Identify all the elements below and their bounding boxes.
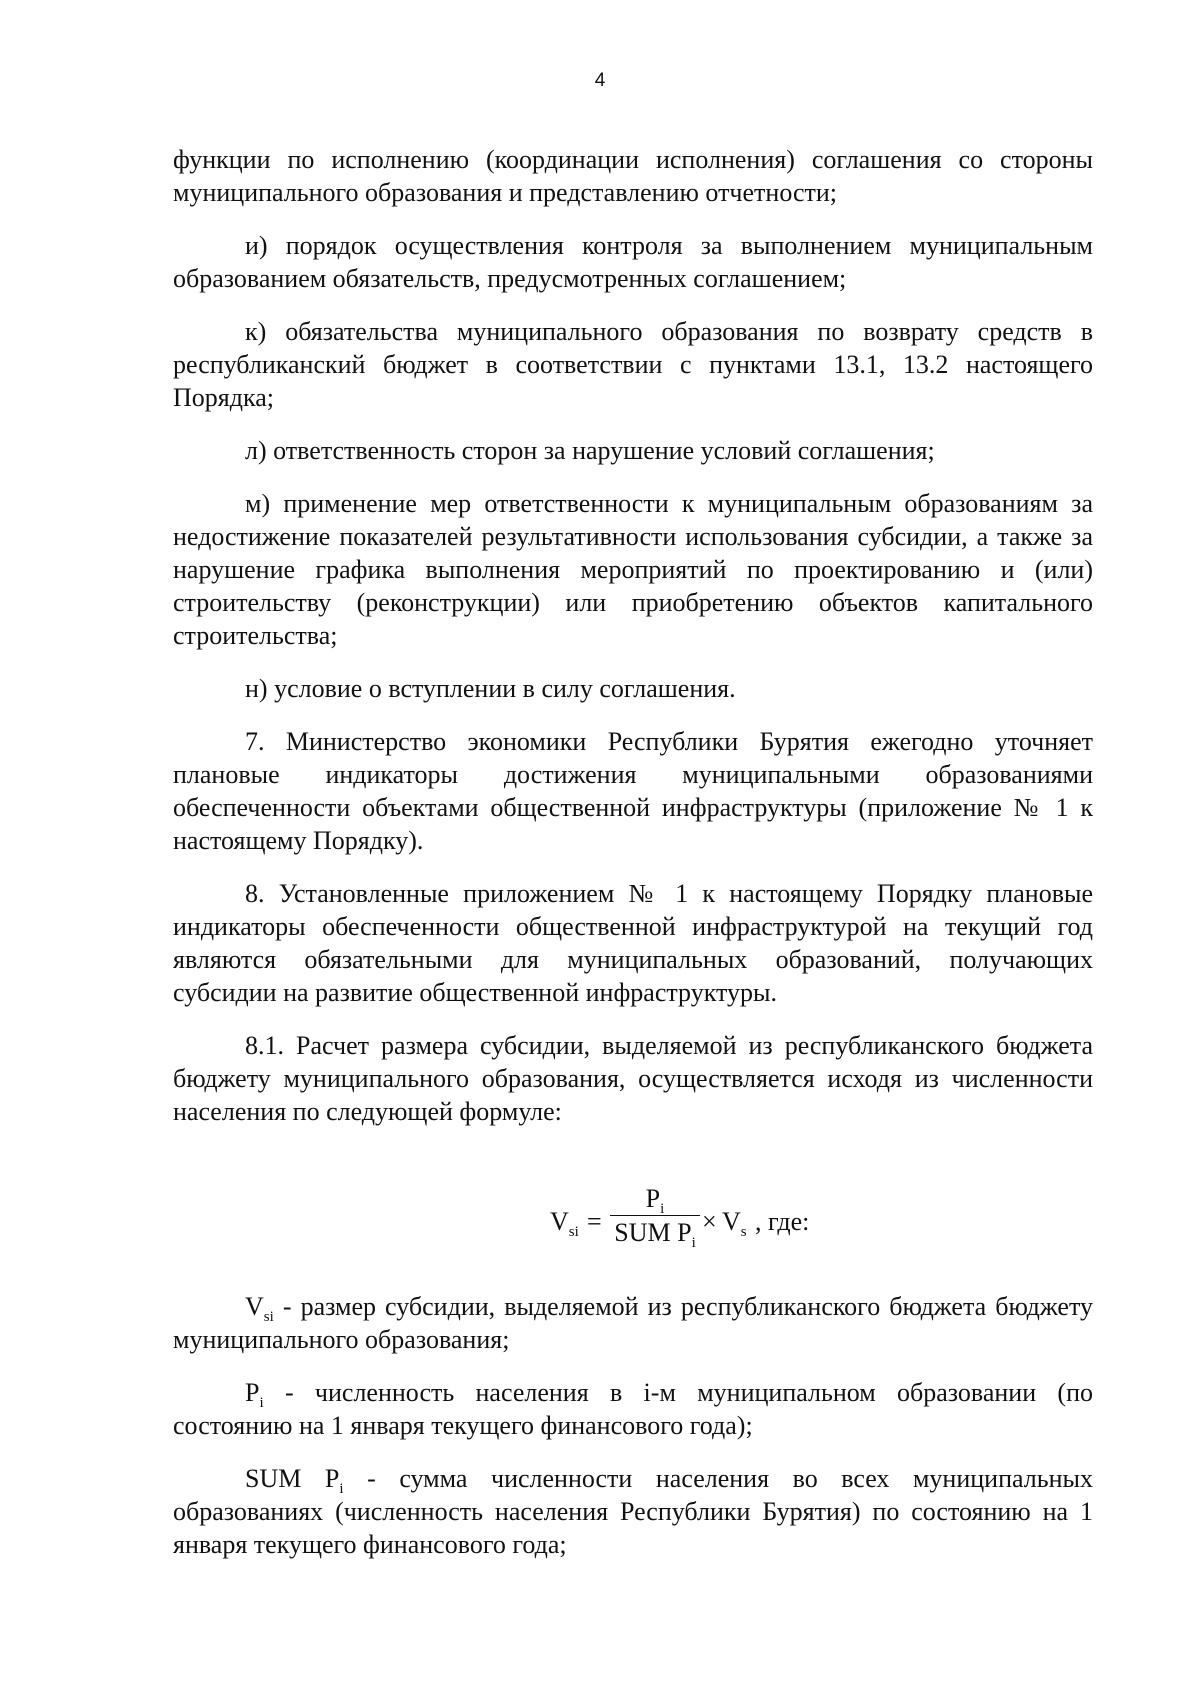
paragraph-continuation: функции по исполнению (координации исполнения) соглашения со стороны муниципального образования и представлению отчетности; — [173, 145, 1093, 207]
page-number: 4 — [594, 70, 606, 91]
definition-sum-pi: SUM $P_i$ - сумма численности населения во всех муниципальных образованиях (численность населения Республики Бурятия) по состоянию на 1 января текущего финансового года; — [173, 1464, 1093, 1559]
formula-denominator: SUM $P_i$ — [614, 1218, 696, 1252]
formula-fraction — [610, 1183, 700, 1252]
paragraph-clause-7: 7. Министерство экономики Республики Бурятия ежегодно уточняет плановые индикаторы достижения муниципальными образованиями обеспеченности объектами общественной инфраструктуры (приложение № 1 к настоящему Порядку). — [173, 727, 1093, 855]
formula-times: × — [702, 1207, 717, 1236]
formula-lhs: $V_{si}$ — [550, 1207, 579, 1241]
paragraph-item-k: к) обязательства муниципального образования по возврату средств в республиканский бюджет в соответствии с пунктами 13.1, 13.2 настоящего Порядка; — [173, 317, 1093, 412]
formula-tail: , где: — [755, 1207, 810, 1236]
paragraph-item-n: н) условие о вступлении в силу соглашения. — [245, 674, 736, 703]
document-body — [173, 143, 1093, 1148]
paragraph-item-i: и) порядок осуществления контроля за выполнением муниципальным образованием обязательств, предусмотренных соглашением; — [173, 231, 1093, 293]
definition-vsi: $V_{si}$ - размер субсидии, выделяемой из республиканского бюджета бюджету муниципального образования; — [173, 1292, 1093, 1354]
formula-numerator: $P_i$ — [645, 1184, 665, 1218]
paragraph-clause-8: 8. Установленные приложением № 1 к настоящему Порядку плановые индикаторы обеспеченности общественной инфраструктурой на текущий год являются обязательными для муниципальных образований, получающих субсидии на развитие общественной инфраструктуры. — [173, 879, 1093, 1007]
paragraph-item-l: л) ответственность сторон за нарушение условий соглашения; — [245, 436, 935, 465]
paragraph-clause-8-1: 8.1. Расчет размера субсидии, выделяемой из республиканского бюджета бюджету муниципального образования, осуществляется исходя из численности населения по следующей формуле: — [173, 1031, 1093, 1126]
definition-pi: $P_i$ - численность населения в i-м муниципальном образовании (по состоянию на 1 января текущего финансового года); — [173, 1378, 1093, 1440]
paragraph-item-m: м) применение мер ответственности к муниципальным образованиям за недостижение показателей результативности использования субсидии, а также за нарушение графика выполнения мероприятий по проектированию и (или) строительству (реконструкции) или приобретению объектов капитального строительства; — [173, 489, 1093, 650]
formula-equals: = — [587, 1207, 602, 1236]
formula-definitions — [173, 1290, 1093, 1581]
formula-rhs: $V_s$ — [722, 1207, 747, 1241]
